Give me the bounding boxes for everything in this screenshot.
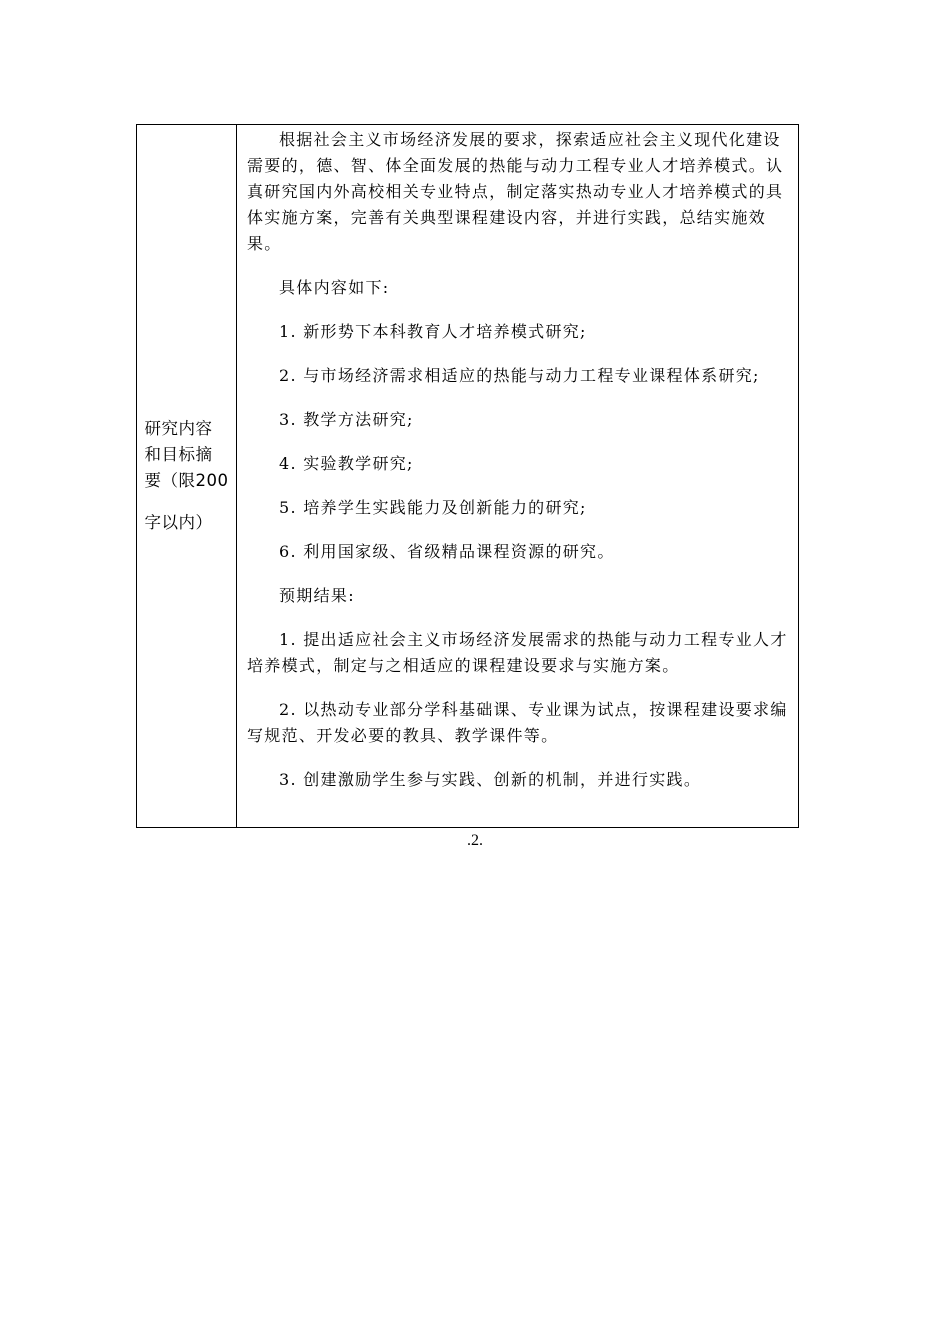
expected-results-heading: 预期结果: bbox=[279, 586, 355, 605]
specific-item-3: 3. 教学方法研究; bbox=[279, 410, 414, 429]
specific-item-2: 2. 与市场经济需求相适应的热能与动力工程专业课程体系研究; bbox=[279, 366, 760, 385]
row-label-line-3: 要（限200 bbox=[144, 471, 229, 490]
row-label-line-4: 字以内） bbox=[144, 513, 213, 532]
row-label-line-1: 研究内容 bbox=[144, 419, 213, 438]
specific-content-heading: 具体内容如下: bbox=[279, 278, 390, 297]
expected-item-1: 1. 提出适应社会主义市场经济发展需求的热能与动力工程专业人才培养模式，制定与之相适应的课程建设要求与实施方案。 bbox=[247, 630, 788, 675]
intro-paragraph: 根据社会主义市场经济发展的要求，探索适应社会主义现代化建设需要的，德、智、体全面发展的热能与动力工程专业人才培养模式。认真研究国内外高校相关专业特点，制定落实热动专业人才培养模式的具体实施方案，完善有关典型课程建设内容，并进行实践，总结实施效果。 bbox=[247, 130, 784, 253]
specific-item-6: 6. 利用国家级、省级精品课程资源的研究。 bbox=[279, 542, 615, 561]
expected-item-2: 2. 以热动专业部分学科基础课、专业课为试点，按课程建设要求编写规范、开发必要的教具、教学课件等。 bbox=[247, 700, 788, 745]
row-label-line-2: 和目标摘 bbox=[144, 445, 213, 464]
expected-item-3: 3. 创建激励学生参与实践、创新的机制，并进行实践。 bbox=[279, 770, 702, 789]
page-number: .2. bbox=[467, 832, 483, 849]
specific-item-5: 5. 培养学生实践能力及创新能力的研究; bbox=[279, 498, 587, 517]
row-label bbox=[145, 416, 229, 536]
specific-item-4: 4. 实验教学研究; bbox=[279, 454, 414, 473]
specific-item-1: 1. 新形势下本科教育人才培养模式研究; bbox=[279, 322, 587, 341]
research-summary-table bbox=[136, 124, 799, 828]
content-cell bbox=[237, 125, 798, 827]
label-cell bbox=[137, 125, 237, 827]
